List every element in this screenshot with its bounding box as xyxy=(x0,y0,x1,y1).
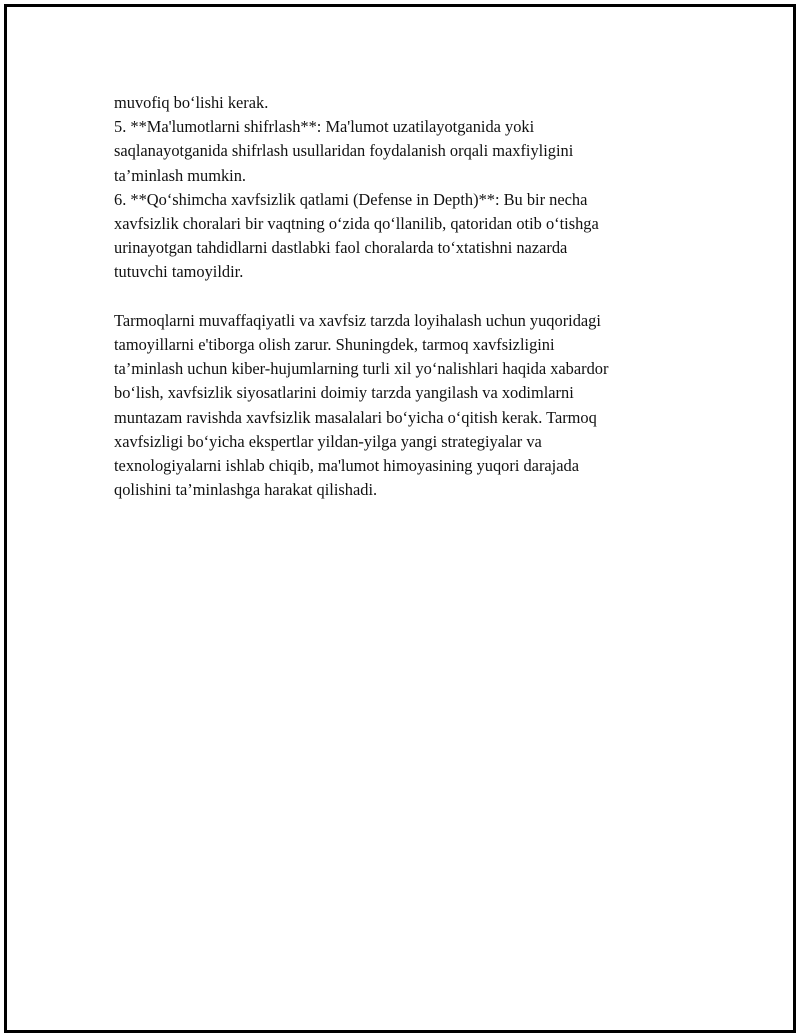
text-line: tamoyillarni e'tiborga olish zarur. Shuningdek, tarmoq xavfsizligini xyxy=(114,335,555,355)
text-line: muntazam ravishda xavfsizlik masalalari bo‘yicha o‘qitish kerak. Tarmoq xyxy=(114,407,597,427)
text-line: xavfsizlik choralari bir vaqtning o‘zida qo‘llanilib, qatoridan otib o‘tishga xyxy=(114,214,599,234)
paragraph-gap xyxy=(114,285,684,309)
text-line: saqlanayotganida shifrlash usullaridan foydalanish orqali maxfiyligini xyxy=(114,141,574,161)
text-line: Tarmoqlarni muvaffaqiyatli va xavfsiz tarzda loyihalash uchun yuqoridagi xyxy=(114,310,601,330)
text-line: ta’minlash uchun kiber-hujumlarning turli xil yo‘nalishlari haqida xabardor xyxy=(114,359,609,379)
text-line: qolishini ta’minlashga harakat qilishadi. xyxy=(114,480,378,500)
text-line: muvofiq bo‘lishi kerak. xyxy=(114,93,269,112)
text-line: 6. **Qo‘shimcha xavfsizlik qatlami (Defense in Depth)**: Bu bir necha xyxy=(114,189,588,209)
text-line: ta’minlash mumkin. xyxy=(114,165,247,185)
text-line: urinayotgan tahdidlarni dastlabki faol choralarda to‘xtatishni nazarda xyxy=(114,238,568,258)
text-line: texnologiyalarni ishlab chiqib, ma'lumot himoyasining yuqori darajada xyxy=(114,456,579,476)
text-line: tutuvchi tamoyildir. xyxy=(114,262,244,282)
text-line: 5. **Ma'lumotlarni shifrlash**: Ma'lumot uzatilayotganida yoki xyxy=(114,117,535,137)
text-line: bo‘lish, xavfsizlik siyosatlarini doimiy tarzda yangilash va xodimlarni xyxy=(114,383,574,403)
document-text xyxy=(114,91,684,502)
text-line: xavfsizligi bo‘yicha ekspertlar yildan-yilga yangi strategiyalar va xyxy=(114,431,542,451)
